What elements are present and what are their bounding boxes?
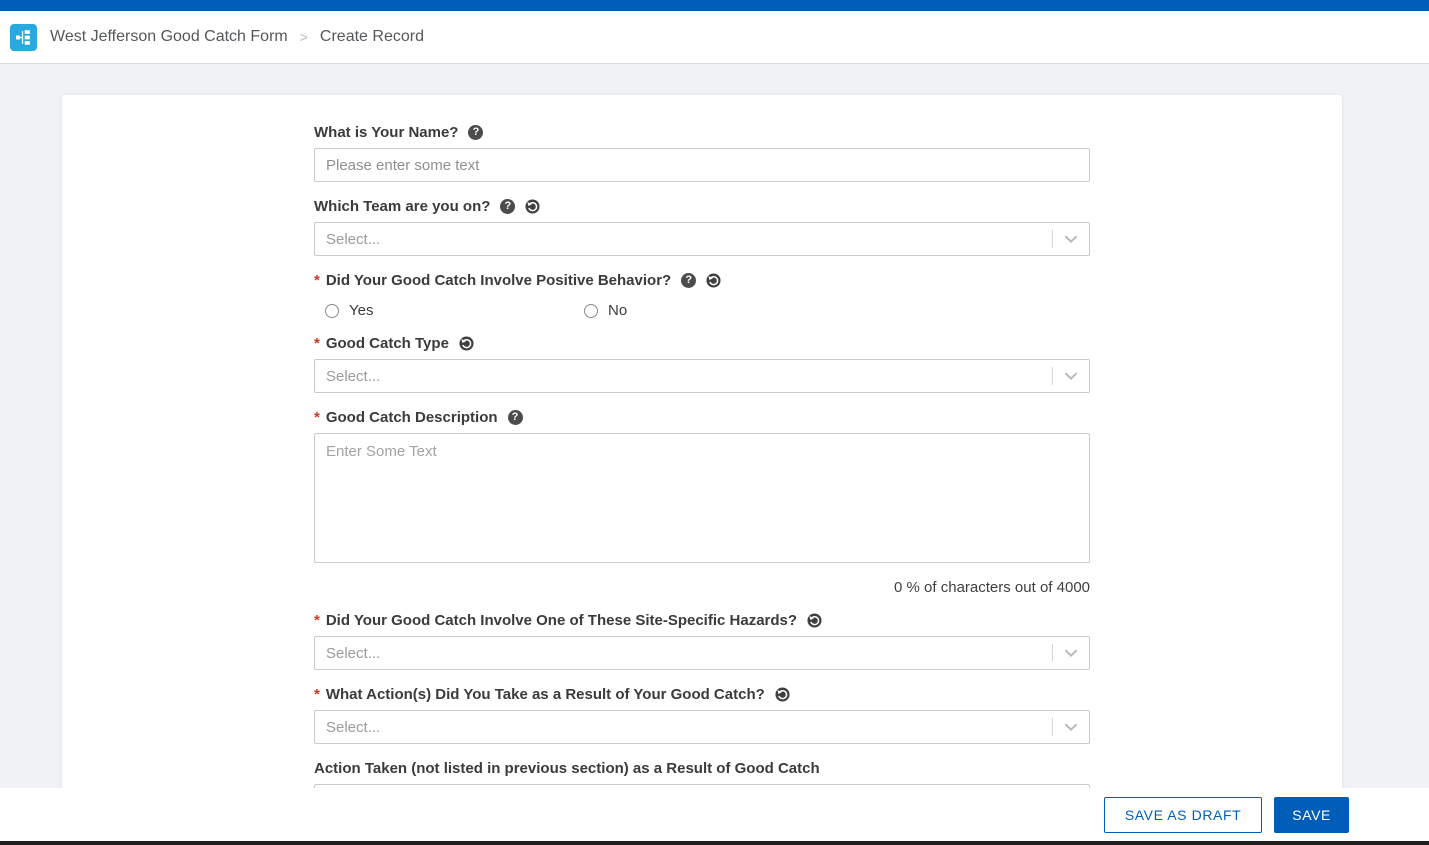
- chevron-down-icon: [1064, 649, 1078, 658]
- form-card: [62, 95, 1342, 845]
- field-team: [314, 198, 1090, 256]
- form-column: [314, 95, 1090, 818]
- revision-history-icon[interactable]: [807, 613, 822, 628]
- chevron-down-icon: [1064, 372, 1078, 381]
- revision-history-icon[interactable]: [775, 687, 790, 702]
- radio-option-yes[interactable]: [325, 302, 584, 319]
- field-label: What is Your Name?: [314, 124, 459, 141]
- team-select[interactable]: [314, 222, 1090, 256]
- select-divider: [1052, 230, 1053, 248]
- chevron-down-icon: [1064, 235, 1078, 244]
- select-divider: [1052, 367, 1053, 385]
- select-placeholder: Select...: [326, 644, 381, 662]
- window-bottom-edge: [0, 841, 1429, 845]
- help-icon[interactable]: ?: [468, 125, 483, 140]
- save-button[interactable]: SAVE: [1274, 797, 1349, 833]
- required-marker: *: [314, 335, 320, 352]
- field-label: Did Your Good Catch Involve One of These Site-Specific Hazards?: [325, 612, 798, 629]
- field-label: Action Taken (not listed in previous section) as a Result of Good Catch: [314, 760, 820, 777]
- required-marker: *: [314, 612, 320, 629]
- help-icon[interactable]: ?: [508, 410, 523, 425]
- breadcrumb-page-title: Create Record: [319, 28, 424, 45]
- radio-icon[interactable]: [584, 304, 598, 318]
- field-label: Did Your Good Catch Involve Positive Behavior?: [325, 272, 672, 289]
- field-positive-behavior: [314, 272, 1090, 319]
- field-name: [314, 124, 1090, 182]
- help-icon[interactable]: ?: [500, 199, 515, 214]
- breadcrumb-app-title[interactable]: West Jefferson Good Catch Form: [50, 28, 288, 45]
- actions-taken-select[interactable]: [314, 710, 1090, 744]
- required-marker: *: [314, 272, 320, 289]
- select-placeholder: Select...: [326, 718, 381, 736]
- form-tree-icon: [14, 28, 33, 47]
- breadcrumb-separator-icon: >: [299, 29, 308, 45]
- header: [0, 11, 1429, 64]
- character-counter: 0 % of characters out of 4000: [894, 579, 1090, 596]
- field-label: What Action(s) Did You Take as a Result of Your Good Catch?: [325, 686, 765, 703]
- revision-history-icon[interactable]: [525, 199, 540, 214]
- good-catch-type-select[interactable]: [314, 359, 1090, 393]
- field-good-catch-type: [314, 335, 1090, 393]
- required-marker: *: [314, 409, 320, 426]
- save-as-draft-button[interactable]: SAVE AS DRAFT: [1104, 797, 1262, 833]
- help-icon[interactable]: ?: [681, 273, 696, 288]
- top-brand-bar: [0, 0, 1429, 11]
- select-placeholder: Select...: [326, 230, 381, 248]
- radio-label: No: [608, 302, 628, 319]
- chevron-down-icon: [1064, 723, 1078, 732]
- field-label: Good Catch Description: [325, 409, 498, 426]
- required-marker: *: [314, 686, 320, 703]
- field-label: Which Team are you on?: [314, 198, 491, 215]
- select-divider: [1052, 718, 1053, 736]
- radio-label: Yes: [349, 302, 374, 319]
- radio-icon[interactable]: [325, 304, 339, 318]
- select-placeholder: Select...: [326, 367, 381, 385]
- field-label: Good Catch Type: [325, 335, 449, 352]
- select-divider: [1052, 644, 1053, 662]
- breadcrumb: [50, 28, 424, 46]
- revision-history-icon[interactable]: [706, 273, 721, 288]
- description-textarea[interactable]: [314, 433, 1090, 563]
- name-input[interactable]: [314, 148, 1090, 182]
- app-icon[interactable]: [10, 24, 37, 51]
- radio-option-no[interactable]: [584, 302, 843, 319]
- site-hazards-select[interactable]: [314, 636, 1090, 670]
- action-bar: [0, 788, 1429, 841]
- revision-history-icon[interactable]: [459, 336, 474, 351]
- field-site-hazards: [314, 612, 1090, 670]
- radio-group: [314, 302, 1090, 319]
- field-actions-taken: [314, 686, 1090, 744]
- field-description: [314, 409, 1090, 596]
